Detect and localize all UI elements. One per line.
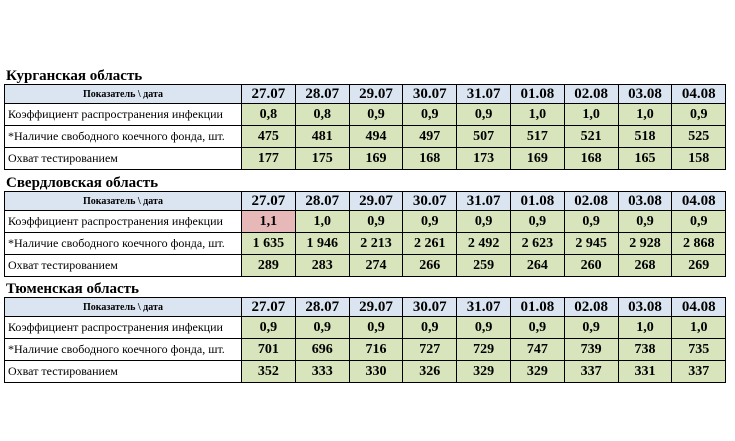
value-cell: 269 xyxy=(672,255,726,277)
value-cell: 494 xyxy=(349,126,403,148)
table-header-row xyxy=(5,192,726,211)
value-cell: 0,9 xyxy=(510,317,564,339)
value-cell: 481 xyxy=(295,126,349,148)
value-cell: 337 xyxy=(672,361,726,383)
value-cell: 168 xyxy=(564,148,618,170)
table-row xyxy=(5,361,726,383)
date-header: 03.08 xyxy=(618,192,672,211)
value-cell: 517 xyxy=(510,126,564,148)
value-cell: 739 xyxy=(564,339,618,361)
value-cell: 259 xyxy=(457,255,511,277)
region-title: Курганская область xyxy=(6,68,143,84)
value-cell: 0,9 xyxy=(349,317,403,339)
date-header: 04.08 xyxy=(672,298,726,317)
value-cell: 274 xyxy=(349,255,403,277)
value-cell: 0,9 xyxy=(457,317,511,339)
value-cell: 521 xyxy=(564,126,618,148)
date-header: 01.08 xyxy=(510,85,564,104)
value-cell: 729 xyxy=(457,339,511,361)
row-label: Коэффициент распространения инфекции xyxy=(5,104,242,126)
date-header: 28.07 xyxy=(295,192,349,211)
region-table xyxy=(4,297,726,383)
value-cell: 1 946 xyxy=(295,233,349,255)
date-header: 30.07 xyxy=(403,298,457,317)
date-header: 30.07 xyxy=(403,192,457,211)
value-cell: 716 xyxy=(349,339,403,361)
value-cell: 0,9 xyxy=(403,211,457,233)
value-cell: 289 xyxy=(242,255,296,277)
date-header: 03.08 xyxy=(618,85,672,104)
value-cell: 2 623 xyxy=(510,233,564,255)
value-cell: 352 xyxy=(242,361,296,383)
date-header: 30.07 xyxy=(403,85,457,104)
value-cell: 330 xyxy=(349,361,403,383)
header-label: Показатель \ дата xyxy=(5,85,242,104)
region-tyumen xyxy=(4,281,726,383)
value-cell: 1 635 xyxy=(242,233,296,255)
value-cell: 1,0 xyxy=(672,317,726,339)
value-cell: 696 xyxy=(295,339,349,361)
value-cell: 727 xyxy=(403,339,457,361)
value-cell: 2 945 xyxy=(564,233,618,255)
date-header: 02.08 xyxy=(564,298,618,317)
value-cell: 266 xyxy=(403,255,457,277)
date-header: 03.08 xyxy=(618,298,672,317)
value-cell: 497 xyxy=(403,126,457,148)
date-header: 28.07 xyxy=(295,298,349,317)
value-cell: 735 xyxy=(672,339,726,361)
value-cell: 2 928 xyxy=(618,233,672,255)
row-label: Охват тестированием xyxy=(5,255,242,277)
value-cell: 0,9 xyxy=(457,211,511,233)
table-row xyxy=(5,317,726,339)
date-header: 27.07 xyxy=(242,192,296,211)
value-cell: 0,9 xyxy=(672,211,726,233)
value-cell: 0,8 xyxy=(242,104,296,126)
region-table xyxy=(4,84,726,170)
date-header: 28.07 xyxy=(295,85,349,104)
value-cell-alert: 1,1 xyxy=(242,211,296,233)
value-cell: 507 xyxy=(457,126,511,148)
value-cell: 0,9 xyxy=(457,104,511,126)
table-header-row xyxy=(5,298,726,317)
value-cell: 0,9 xyxy=(403,104,457,126)
row-label: *Наличие свободного коечного фонда, шт. xyxy=(5,233,242,255)
date-header: 31.07 xyxy=(457,192,511,211)
value-cell: 0,9 xyxy=(564,317,618,339)
value-cell: 158 xyxy=(672,148,726,170)
value-cell: 0,9 xyxy=(295,317,349,339)
value-cell: 264 xyxy=(510,255,564,277)
value-cell: 475 xyxy=(242,126,296,148)
value-cell: 1,0 xyxy=(295,211,349,233)
value-cell: 169 xyxy=(510,148,564,170)
value-cell: 2 213 xyxy=(349,233,403,255)
value-cell: 0,9 xyxy=(349,211,403,233)
value-cell: 0,9 xyxy=(349,104,403,126)
value-cell: 2 492 xyxy=(457,233,511,255)
region-table xyxy=(4,191,726,277)
value-cell: 0,9 xyxy=(672,104,726,126)
value-cell: 1,0 xyxy=(618,104,672,126)
value-cell: 518 xyxy=(618,126,672,148)
value-cell: 0,9 xyxy=(618,211,672,233)
date-header: 31.07 xyxy=(457,85,511,104)
value-cell: 738 xyxy=(618,339,672,361)
value-cell: 747 xyxy=(510,339,564,361)
row-label: Коэффициент распространения инфекции xyxy=(5,317,242,339)
date-header: 29.07 xyxy=(349,192,403,211)
value-cell: 326 xyxy=(403,361,457,383)
value-cell: 329 xyxy=(457,361,511,383)
date-header: 29.07 xyxy=(349,85,403,104)
value-cell: 525 xyxy=(672,126,726,148)
table-row xyxy=(5,148,726,170)
region-title: Тюменская область xyxy=(6,281,139,297)
value-cell: 0,8 xyxy=(295,104,349,126)
date-header: 27.07 xyxy=(242,85,296,104)
date-header: 01.08 xyxy=(510,192,564,211)
value-cell: 337 xyxy=(564,361,618,383)
value-cell: 329 xyxy=(510,361,564,383)
table-row xyxy=(5,126,726,148)
row-label: *Наличие свободного коечного фонда, шт. xyxy=(5,126,242,148)
value-cell: 169 xyxy=(349,148,403,170)
row-label: *Наличие свободного коечного фонда, шт. xyxy=(5,339,242,361)
table-row xyxy=(5,339,726,361)
table-row xyxy=(5,255,726,277)
date-header: 29.07 xyxy=(349,298,403,317)
value-cell: 333 xyxy=(295,361,349,383)
date-header: 04.08 xyxy=(672,85,726,104)
date-header: 02.08 xyxy=(564,85,618,104)
table-row xyxy=(5,233,726,255)
value-cell: 0,9 xyxy=(242,317,296,339)
header-label: Показатель \ дата xyxy=(5,192,242,211)
row-label: Охват тестированием xyxy=(5,148,242,170)
value-cell: 0,9 xyxy=(403,317,457,339)
value-cell: 331 xyxy=(618,361,672,383)
date-header: 02.08 xyxy=(564,192,618,211)
value-cell: 175 xyxy=(295,148,349,170)
value-cell: 2 261 xyxy=(403,233,457,255)
value-cell: 283 xyxy=(295,255,349,277)
value-cell: 0,9 xyxy=(510,211,564,233)
value-cell: 2 868 xyxy=(672,233,726,255)
date-header: 01.08 xyxy=(510,298,564,317)
region-kurgan xyxy=(4,68,726,170)
row-label: Коэффициент распространения инфекции xyxy=(5,211,242,233)
value-cell: 1,0 xyxy=(510,104,564,126)
date-header: 27.07 xyxy=(242,298,296,317)
value-cell: 260 xyxy=(564,255,618,277)
table-header-row xyxy=(5,85,726,104)
value-cell: 1,0 xyxy=(564,104,618,126)
value-cell: 1,0 xyxy=(618,317,672,339)
date-header: 31.07 xyxy=(457,298,511,317)
value-cell: 268 xyxy=(618,255,672,277)
region-title: Свердловская область xyxy=(6,175,159,191)
table-row xyxy=(5,104,726,126)
value-cell: 165 xyxy=(618,148,672,170)
value-cell: 173 xyxy=(457,148,511,170)
date-header: 04.08 xyxy=(672,192,726,211)
header-label: Показатель \ дата xyxy=(5,298,242,317)
value-cell: 0,9 xyxy=(564,211,618,233)
value-cell: 177 xyxy=(242,148,296,170)
value-cell: 168 xyxy=(403,148,457,170)
row-label: Охват тестированием xyxy=(5,361,242,383)
value-cell: 701 xyxy=(242,339,296,361)
region-sverdlovsk xyxy=(4,175,726,277)
table-row xyxy=(5,211,726,233)
